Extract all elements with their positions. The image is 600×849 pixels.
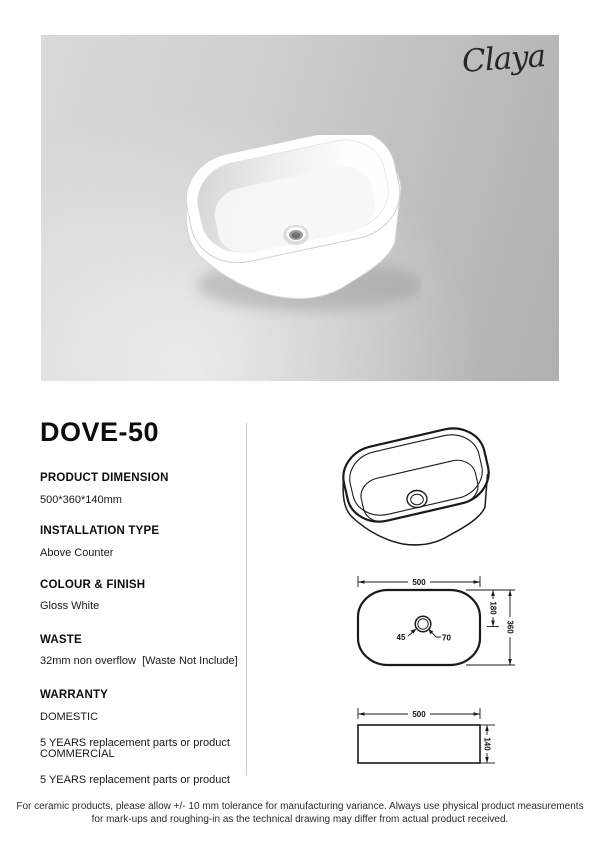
drain-dim-45-label: 45 [396, 633, 406, 642]
warranty-domestic [40, 711, 230, 750]
brand-logo: Claya [460, 38, 547, 80]
spec-heading-warranty: WARRANTY [40, 689, 109, 701]
spec-heading-waste: WASTE [40, 634, 82, 646]
basin-photo-illustration [181, 135, 421, 320]
spec-heading-colour-finish: COLOUR & FINISH [40, 579, 146, 591]
page-title: DOVE-50 [40, 417, 160, 447]
footer-disclaimer-line2: for mark-ups and roughing-in as the technical drawing may differ from actual product received. [91, 813, 509, 825]
perspective-drawing [335, 421, 505, 555]
top-view-width-label: 500 [412, 578, 426, 587]
top-view-depth-label: 360 [505, 620, 515, 634]
warranty-commercial [40, 748, 230, 787]
drain-dim-70-label: 70 [442, 633, 451, 643]
product-photo [41, 35, 559, 381]
top-view-half-depth-label: 180 [488, 601, 498, 615]
spec-value-colour-finish: Gloss White [40, 600, 100, 612]
footer-disclaimer [0, 801, 600, 826]
column-divider [246, 423, 247, 775]
spec-value-installation-type: Above Counter [40, 547, 114, 559]
warranty-commercial-type: COMMERCIAL [40, 748, 115, 760]
warranty-domestic-terms: 5 YEARS replacement parts or product [40, 737, 230, 749]
spec-value-waste: 32mm non overflow [Waste Not Include] [40, 655, 238, 667]
warranty-domestic-type: DOMESTIC [40, 711, 99, 723]
top-view-drawing [350, 563, 520, 675]
spec-heading-product-dimension: PRODUCT DIMENSION [40, 472, 169, 484]
spec-heading-installation-type: INSTALLATION TYPE [40, 525, 160, 537]
side-view-drawing [350, 702, 520, 777]
warranty-commercial-terms: 5 YEARS replacement parts or product [40, 774, 230, 786]
spec-value-product-dimension: 500*360*140mm [40, 494, 122, 506]
footer-disclaimer-line1: For ceramic products, please allow +/- 10 mm tolerance for manufacturing variance. Always use physical product measurements [16, 801, 584, 812]
side-view-height-label: 140 [482, 737, 492, 751]
side-view-width-label: 500 [412, 710, 426, 719]
